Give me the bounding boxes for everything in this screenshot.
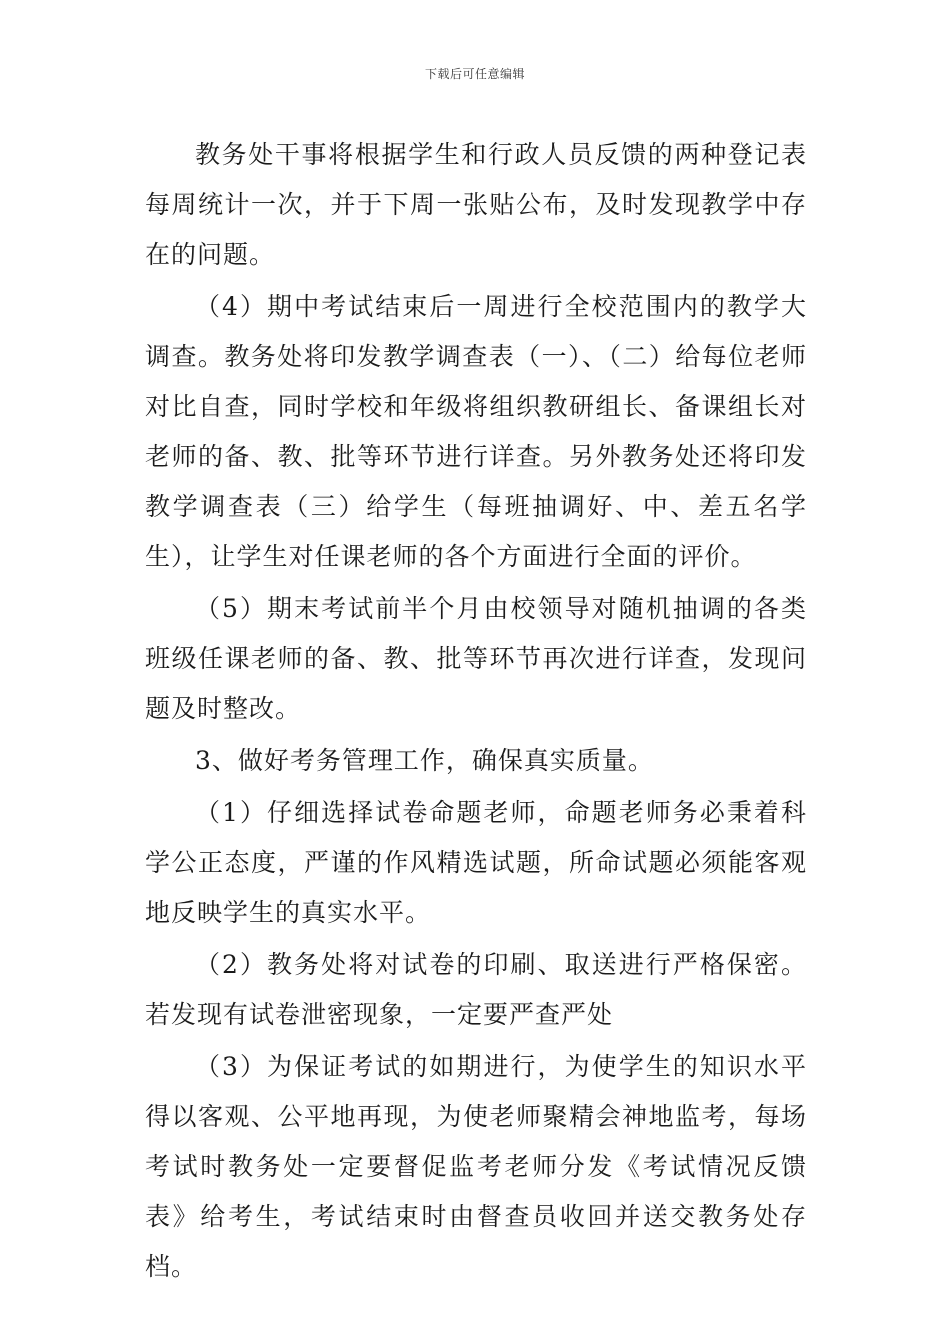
paragraph: （5）期末考试前半个月由校领导对随机抽调的各类班级任课老师的备、教、批等环节再次进行详查，发现问题及时整改。 bbox=[145, 594, 807, 723]
paragraph: （1）仔细选择试卷命题老师，命题老师务必秉着科学公正态度，严谨的作风精选试题，所命试题必须能客观地反映学生的真实水平。 bbox=[145, 798, 807, 927]
paragraph: （4）期中考试结束后一周进行全校范围内的教学大调查。教务处将印发教学调查表（一）、（二）给每位老师对比自查，同时学校和年级将组织教研组长、备课组长对老师的备、教、批等环节进行详查。另外教务处还将印发教学调查表（三）给学生（每班抽调好、中、差五名学生），让学生对任课老师的各个方面进行全面的评价。 bbox=[145, 292, 807, 571]
paragraph: 教务处干事将根据学生和行政人员反馈的两种登记表每周统计一次，并于下周一张贴公布，及时发现教学中存在的问题。 bbox=[145, 140, 807, 269]
header-note: 下载后可任意编辑 bbox=[424, 67, 525, 81]
paragraph: （2）教务处将对试卷的印刷、取送进行严格保密。若发现有试卷泄密现象，一定要严查严处 bbox=[145, 950, 807, 1029]
paragraph: （3）为保证考试的如期进行，为使学生的知识水平得以客观、公平地再现，为使老师聚精会神地监考，每场考试时教务处一定要督促监考老师分发《考试情况反馈表》给考生，考试结束时由督查员收回并送交教务处存档。 bbox=[145, 1052, 807, 1281]
section-heading: 3、做好考务管理工作，确保真实质量。 bbox=[195, 746, 654, 775]
document-body bbox=[145, 130, 807, 1294]
